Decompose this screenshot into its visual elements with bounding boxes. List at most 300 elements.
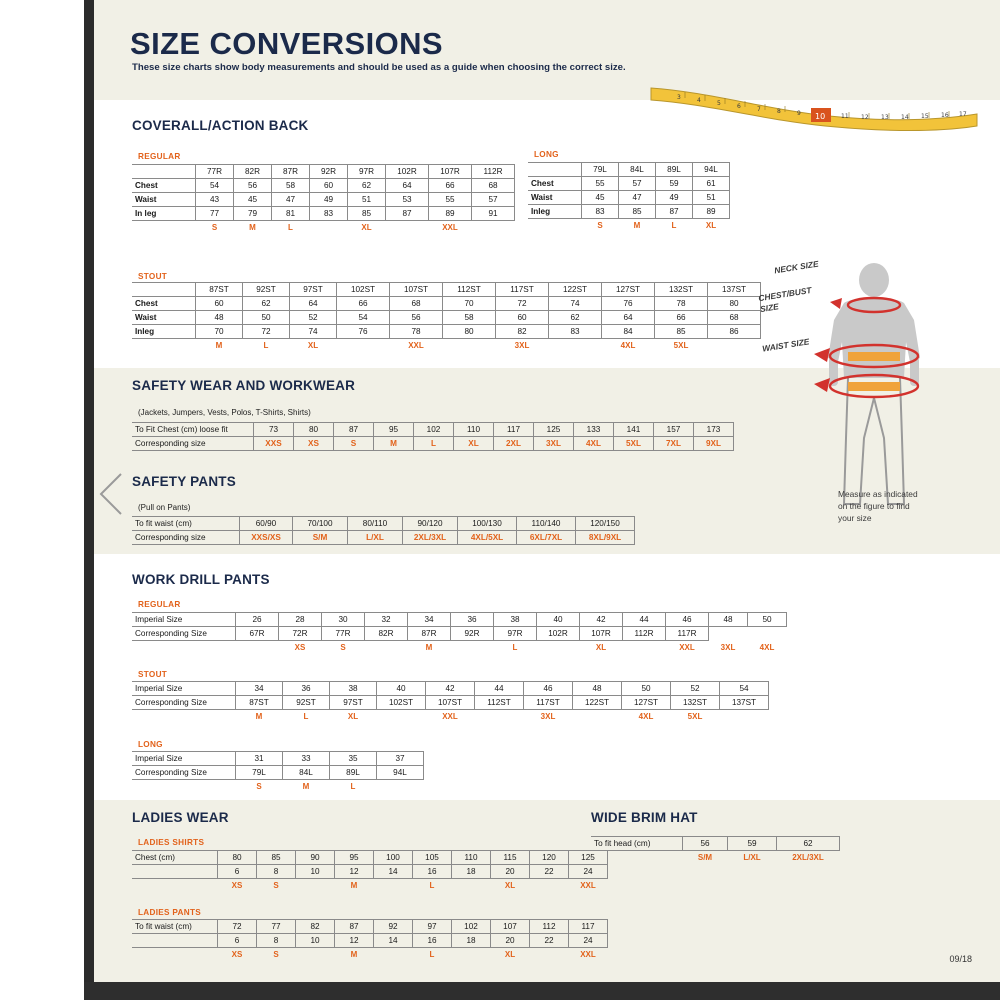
cell: 83 [310, 207, 348, 221]
cell: 95 [374, 423, 414, 437]
cell: 91 [472, 207, 515, 221]
size-cell: S [597, 221, 603, 230]
cell: 74 [549, 297, 602, 311]
size-cell: M [350, 950, 358, 959]
table-row [591, 837, 840, 851]
cell: 84 [602, 325, 655, 339]
cell: 120/150 [576, 517, 635, 531]
cell: 52 [290, 311, 337, 325]
size-cell: 7XL [654, 437, 694, 451]
svg-text:7: 7 [757, 106, 761, 113]
cell: 102R [386, 165, 429, 179]
cell: 58 [272, 179, 310, 193]
cell: 43 [196, 193, 234, 207]
cell: 112 [530, 920, 569, 934]
size-cell: 5XL [687, 712, 703, 721]
page-title: SIZE CONVERSIONS [130, 26, 444, 61]
cell: 36 [451, 613, 494, 627]
cell: 83 [549, 325, 602, 339]
cell: 89 [693, 205, 730, 219]
cell: 87 [386, 207, 429, 221]
cell: 50 [622, 682, 671, 696]
cell: 82R [365, 627, 408, 641]
cell: 46 [666, 613, 709, 627]
cell: 70 [196, 325, 243, 339]
cell: 97 [413, 920, 452, 934]
table-row [132, 613, 787, 627]
cell: 28 [279, 613, 322, 627]
cell: 94L [693, 163, 730, 177]
cell: 92ST [283, 696, 330, 710]
svg-text:10: 10 [815, 112, 826, 121]
cell: 127ST [622, 696, 671, 710]
table-row [132, 696, 769, 710]
table-ladies-shirts [132, 850, 608, 892]
cell: 14 [374, 934, 413, 948]
cell: 107 [491, 920, 530, 934]
svg-text:12: 12 [861, 114, 869, 121]
cell: 55 [429, 193, 472, 207]
figure-label-chest: CHEST/BUST SIZE [757, 284, 813, 315]
cell: 97R [494, 627, 537, 641]
size-row [132, 710, 769, 724]
size-cell: M [633, 221, 641, 230]
cell: 50 [748, 613, 787, 627]
size-cell: XXL [679, 643, 695, 652]
cell: 80 [218, 851, 257, 865]
cell: 6 [218, 865, 257, 879]
cell: 92R [451, 627, 494, 641]
group-label-ladies-pants: LADIES PANTS [138, 908, 202, 917]
size-cell: L/XL [348, 531, 403, 545]
table-hat [591, 836, 840, 864]
size-cell: L [512, 643, 518, 652]
size-row [528, 219, 730, 233]
table-row [132, 920, 608, 934]
cell: 132ST [671, 696, 720, 710]
table-coverall-regular [132, 164, 515, 234]
size-cell: L [263, 341, 269, 350]
cell: 102ST [337, 283, 390, 297]
cell: 32 [365, 613, 408, 627]
section-heading-coverall: COVERALL/ACTION BACK [132, 118, 309, 133]
cell: 14 [374, 865, 413, 879]
cell: 102ST [377, 696, 426, 710]
cell: 85 [655, 325, 708, 339]
cell: 92R [310, 165, 348, 179]
cell: 22 [530, 934, 569, 948]
cell: 12 [335, 865, 374, 879]
cell: 60/90 [240, 517, 293, 531]
cell: 107ST [390, 283, 443, 297]
size-cell: M [215, 341, 223, 350]
cell: 87ST [236, 696, 283, 710]
size-cell: S/M [697, 853, 713, 862]
cell: 62 [549, 311, 602, 325]
cell: 77 [196, 207, 234, 221]
cell: 35 [330, 752, 377, 766]
cell: 68 [472, 179, 515, 193]
size-cell: S/M [293, 531, 348, 545]
table-row [132, 207, 515, 221]
table-row [528, 177, 730, 191]
cell: 74 [290, 325, 337, 339]
cell: 117 [494, 423, 534, 437]
cell: 40 [377, 682, 426, 696]
size-cell: M [302, 782, 310, 791]
size-row [132, 879, 608, 893]
cell: 132ST [655, 283, 708, 297]
table-header-row [132, 165, 515, 179]
group-label-coverall-stout: STOUT [138, 272, 168, 281]
row-label: Imperial Size [132, 613, 236, 627]
cell: 77 [257, 920, 296, 934]
table-header-row [528, 163, 730, 177]
cell: 80/110 [348, 517, 403, 531]
table-row [132, 851, 608, 865]
cell: 66 [429, 179, 472, 193]
cell: 24 [569, 865, 608, 879]
cell: 54 [720, 682, 769, 696]
size-cell: L [429, 950, 435, 959]
cell: 82 [496, 325, 549, 339]
size-row [132, 339, 761, 353]
svg-text:15: 15 [921, 113, 929, 120]
group-label-coverall-regular: REGULAR [138, 152, 181, 161]
cell: 51 [693, 191, 730, 205]
cell: 18 [452, 865, 491, 879]
cell: 10 [296, 865, 335, 879]
cell: 112R [472, 165, 515, 179]
figure-measure-note: Measure as indicated on the figure to find your size [838, 489, 918, 523]
cell: 107ST [426, 696, 475, 710]
group-label-ladies-shirts: LADIES SHIRTS [138, 838, 205, 847]
size-cell: 6XL/7XL [517, 531, 576, 545]
cell: 97ST [330, 696, 377, 710]
size-cell: XS [231, 881, 243, 890]
size-cell: 2XL/3XL [403, 531, 458, 545]
table-row [132, 517, 635, 531]
cell: 16 [413, 934, 452, 948]
cell: 26 [236, 613, 279, 627]
section-heading-workdrill: WORK DRILL PANTS [132, 572, 270, 587]
cell: 66 [655, 311, 708, 325]
cell: 107R [429, 165, 472, 179]
table-row [132, 179, 515, 193]
size-cell: XXL [442, 712, 458, 721]
cell: 125 [534, 423, 574, 437]
cell: 72 [243, 325, 290, 339]
cell: 42 [580, 613, 623, 627]
cell: 82R [234, 165, 272, 179]
cell: 64 [386, 179, 429, 193]
row-label [132, 865, 218, 879]
cell: 48 [573, 682, 622, 696]
row-label: Chest [132, 179, 196, 193]
cell: 80 [294, 423, 334, 437]
size-cell: M [249, 223, 256, 232]
cell: 38 [330, 682, 377, 696]
cell: 45 [234, 193, 272, 207]
size-cell: 2XL [494, 437, 534, 451]
cell: 60 [196, 297, 243, 311]
cell: 79 [234, 207, 272, 221]
row-label: Chest (cm) [132, 851, 218, 865]
cell: 57 [619, 177, 656, 191]
cell: 112ST [475, 696, 524, 710]
table-safetypants [132, 516, 635, 545]
row-label: Waist [132, 193, 196, 207]
cell: 87 [656, 205, 693, 219]
size-cell: S [273, 881, 279, 890]
group-label-coverall-long: LONG [534, 150, 559, 159]
size-cell: XXL [580, 881, 596, 890]
size-cell: 2XL/3XL [792, 853, 824, 862]
cell: 107R [580, 627, 623, 641]
svg-text:4: 4 [697, 97, 701, 104]
cell: 56 [683, 837, 728, 851]
cell: 55 [582, 177, 619, 191]
size-cell: XL [705, 221, 717, 230]
cell: 87ST [196, 283, 243, 297]
size-cell: XS [294, 643, 306, 652]
svg-text:8: 8 [777, 108, 781, 115]
table-row [132, 297, 761, 311]
cell: 89 [429, 207, 472, 221]
size-cell: M [425, 643, 433, 652]
size-cell: XS [231, 950, 243, 959]
cell: 115 [491, 851, 530, 865]
cell: 79L [582, 163, 619, 177]
svg-text:17: 17 [959, 111, 967, 118]
row-label: Imperial Size [132, 682, 236, 696]
cell: 54 [196, 179, 234, 193]
row-label: Inleg [528, 205, 582, 219]
svg-text:5: 5 [717, 100, 721, 107]
cell: 84L [619, 163, 656, 177]
size-cell: 4XL [574, 437, 614, 451]
row-label [132, 934, 218, 948]
cell: 137ST [708, 283, 761, 297]
size-cell: XL [504, 881, 516, 890]
cell: 102R [537, 627, 580, 641]
cell: 102 [452, 920, 491, 934]
row-label: Waist [528, 191, 582, 205]
group-label-workdrill-regular: REGULAR [138, 600, 181, 609]
cell: 34 [236, 682, 283, 696]
section-heading-safetywear: SAFETY WEAR AND WORKWEAR [132, 378, 356, 393]
cell: 73 [254, 423, 294, 437]
cell: 45 [582, 191, 619, 205]
table-row [132, 752, 424, 766]
cell: 34 [408, 613, 451, 627]
cell: 62 [243, 297, 290, 311]
cell: 77R [196, 165, 234, 179]
cell: 46 [524, 682, 573, 696]
cell: 117ST [524, 696, 573, 710]
cell: 78 [655, 297, 708, 311]
row-label: To fit waist (cm) [132, 920, 218, 934]
cell: 87R [272, 165, 310, 179]
cell: 112R [623, 627, 666, 641]
table-row [132, 682, 769, 696]
table-row [132, 766, 424, 780]
table-workdrill-regular [132, 612, 787, 654]
cell: 125 [569, 851, 608, 865]
size-chart-sheet [94, 0, 1000, 982]
row-label: To fit head (cm) [591, 837, 683, 851]
cell: 117ST [496, 283, 549, 297]
cell: 72 [496, 297, 549, 311]
cell: 92ST [243, 283, 290, 297]
size-cell: 3XL [514, 341, 530, 350]
cell: 85 [619, 205, 656, 219]
cell: 44 [623, 613, 666, 627]
cell: 20 [491, 865, 530, 879]
cell: 72 [218, 920, 257, 934]
cell: 157 [654, 423, 694, 437]
cell: 68 [708, 311, 761, 325]
row-label: To Fit Chest (cm) loose fit [132, 423, 254, 437]
cell: 92 [374, 920, 413, 934]
cell: 54 [337, 311, 390, 325]
row-label: Corresponding Size [132, 696, 236, 710]
cell: 117 [569, 920, 608, 934]
size-cell: 4XL [620, 341, 636, 350]
cell: 42 [426, 682, 475, 696]
cell: 40 [537, 613, 580, 627]
cell: 133 [574, 423, 614, 437]
cell: 8 [257, 865, 296, 879]
table-row [132, 934, 608, 948]
size-row [132, 780, 424, 794]
svg-text:13: 13 [881, 114, 889, 121]
row-label: Corresponding size [132, 531, 240, 545]
table-header-row [132, 283, 761, 297]
size-cell: L [414, 437, 454, 451]
size-cell: 5XL [614, 437, 654, 451]
cell: 47 [619, 191, 656, 205]
svg-text:3: 3 [677, 94, 681, 101]
size-cell: L [303, 712, 309, 721]
table-row [132, 865, 608, 879]
row-label: Corresponding Size [132, 627, 236, 641]
cell: 89L [656, 163, 693, 177]
cell: 31 [236, 752, 283, 766]
size-cell: XXS/XS [240, 531, 293, 545]
table-workdrill-long [132, 751, 424, 793]
cell: 110 [452, 851, 491, 865]
table-row [132, 193, 515, 207]
cell: 117R [666, 627, 709, 641]
size-row [591, 851, 840, 865]
table-safetywear [132, 422, 734, 451]
row-label: To fit waist (cm) [132, 517, 240, 531]
cell: 90/120 [403, 517, 458, 531]
cell: 22 [530, 865, 569, 879]
table-row [132, 325, 761, 339]
cell: 47 [272, 193, 310, 207]
cell: 137ST [720, 696, 769, 710]
note-safetywear: (Jackets, Jumpers, Vests, Polos, T-Shirts, Shirts) [138, 408, 311, 417]
cell: 59 [728, 837, 777, 851]
size-cell: XL [595, 643, 607, 652]
cell: 89L [330, 766, 377, 780]
page-corner-arrow-icon [97, 472, 123, 516]
size-cell: 3XL [534, 437, 574, 451]
section-heading-safetypants: SAFETY PANTS [132, 474, 236, 489]
size-cell: 4XL/5XL [458, 531, 517, 545]
size-cell: 8XL/9XL [576, 531, 635, 545]
size-cell: L [350, 782, 356, 791]
cell: 59 [656, 177, 693, 191]
page-subtitle: These size charts show body measurements and should be used as a guide when choosing the correct size. [132, 62, 626, 73]
cell: 53 [386, 193, 429, 207]
cell: 58 [443, 311, 496, 325]
cell: 36 [283, 682, 330, 696]
row-label: Chest [528, 177, 582, 191]
table-coverall-long [528, 162, 730, 232]
cell: 110 [454, 423, 494, 437]
size-cell: XL [307, 341, 319, 350]
cell: 48 [196, 311, 243, 325]
tape-measure-icon [649, 86, 979, 132]
cell: 64 [602, 311, 655, 325]
size-cell: M [374, 437, 414, 451]
row-label: Waist [132, 311, 196, 325]
svg-text:9: 9 [797, 110, 801, 117]
cell: 61 [693, 177, 730, 191]
table-row [528, 205, 730, 219]
cell: 68 [390, 297, 443, 311]
cell: 81 [272, 207, 310, 221]
cell: 80 [443, 325, 496, 339]
cell: 77R [322, 627, 365, 641]
cell: 110/140 [517, 517, 576, 531]
section-heading-ladies: LADIES WEAR [132, 810, 229, 825]
cell: 50 [243, 311, 290, 325]
size-cell: XXS [254, 437, 294, 451]
svg-text:6: 6 [737, 103, 741, 110]
cell: 10 [296, 934, 335, 948]
cell: 105 [413, 851, 452, 865]
cell: 12 [335, 934, 374, 948]
group-label-workdrill-stout: STOUT [138, 670, 168, 679]
size-cell: 4XL [638, 712, 654, 721]
cell: 16 [413, 865, 452, 879]
size-cell: 5XL [673, 341, 689, 350]
size-cell: 3XL [720, 642, 736, 652]
size-cell: M [350, 881, 358, 890]
cell: 127ST [602, 283, 655, 297]
cell: 52 [671, 682, 720, 696]
cell: 84L [283, 766, 330, 780]
cell: 60 [496, 311, 549, 325]
cell: 30 [322, 613, 365, 627]
cell: 85 [257, 851, 296, 865]
cell: 85 [348, 207, 386, 221]
size-cell: M [255, 712, 263, 721]
cell: 62 [777, 837, 840, 851]
cell: 120 [530, 851, 569, 865]
cell: 97R [348, 165, 386, 179]
size-cell: L [429, 881, 435, 890]
figure-label-waist: WAIST SIZE [761, 336, 810, 354]
size-cell: XXL [580, 950, 596, 959]
cell: 100 [374, 851, 413, 865]
cell: 173 [694, 423, 734, 437]
cell: 82 [296, 920, 335, 934]
